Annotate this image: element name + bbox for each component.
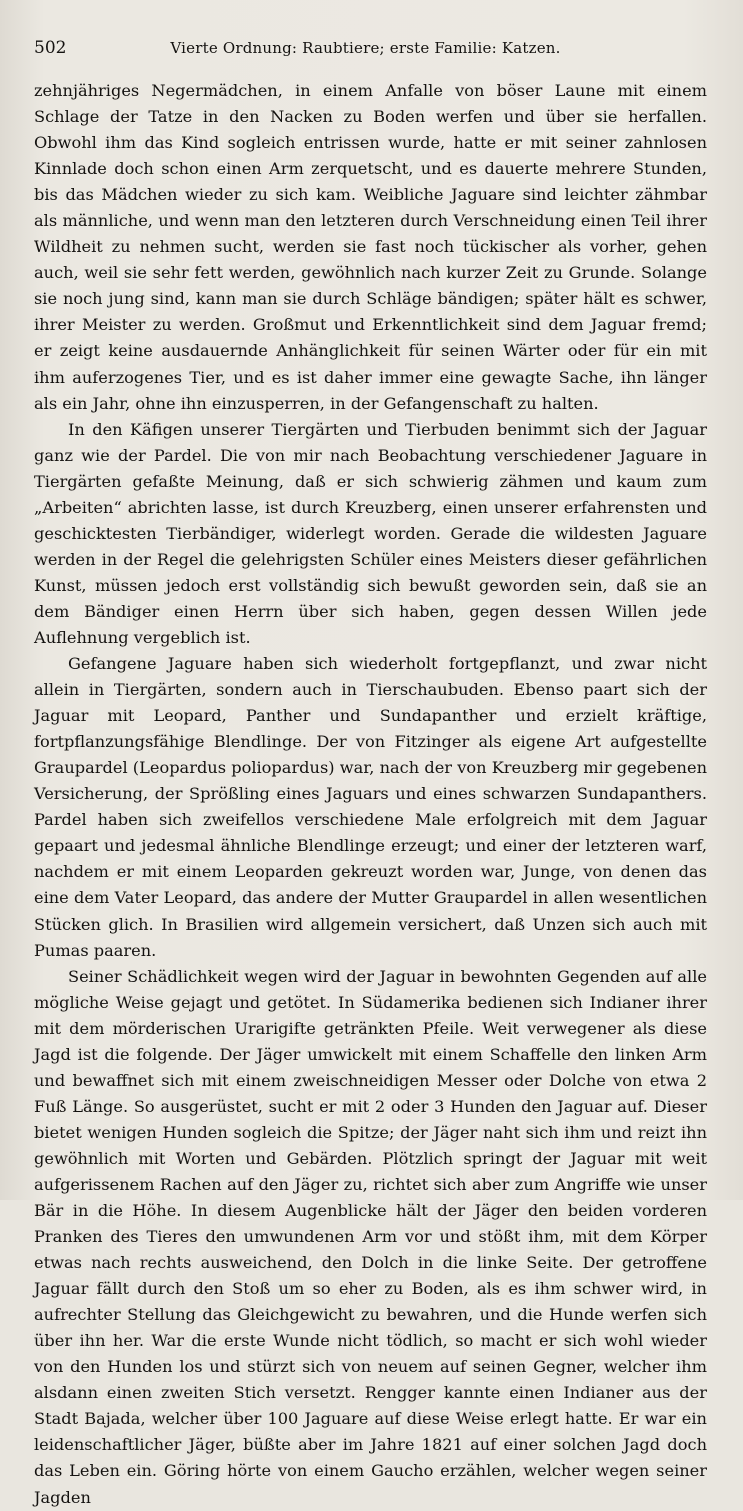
page-number: 502	[34, 38, 67, 58]
paragraph-4: Seiner Schädlichkeit wegen wird der Jaguar in bewohnten Gegenden auf alle mögliche Weise gejagt und getötet. In Südamerika bedienen sich Indianer ihrer mit dem mörderischen Urarigifte getränkten Pfeile. Weit verwegener als diese Jagd ist die folgende. Der Jäger umwickelt mit einem Schaffelle den linken Arm und bewaffnet sich mit einem zweischneidigen Messer oder Dolche von etwa 2 Fuß Länge. So ausgerüstet, sucht er mit 2 oder 3 Hunden den Jaguar auf. Dieser bietet wenigen Hunden sogleich die Spitze; der Jäger naht sich ihm und reizt ihn gewöhnlich mit Worten und Gebärden. Plötzlich springt der Jaguar mit weit aufgerissenem Rachen auf den Jäger zu, richtet sich aber zum Angriffe wie unser Bär in die Höhe. In diesem Augenblicke hält der Jäger den beiden vorderen Pranken des Tieres den umwundenen Arm vor und stößt ihm, mit dem Körper etwas nach rechts ausweichend, den Dolch in die linke Seite. Der getroffene Jaguar fällt durch den Stoß um so eher zu Boden, als es ihm schwer wird, in aufrechter Stellung das Gleichgewicht zu bewahren, und die Hunde werfen sich über ihn her. War die erste Wunde nicht tödlich, so macht er sich wohl wieder von den Hunden los und stürzt sich von neuem auf seinen Gegner, welcher ihm alsdann einen zweiten Stich versetzt. Rengger kannte einen Indianer aus der Stadt Bajada, welcher über 100 Jaguare auf diese Weise erlegt hatte. Er war ein leidenschaftlicher Jäger, büßte aber im Jahre 1821 auf einer solchen Jagd doch das Leben ein. Göring hörte von einem Gaucho erzählen, welcher wegen seiner Jagden	[34, 966, 707, 1507]
paragraph-2: In den Käfigen unserer Tiergärten und Tierbuden benimmt sich der Jaguar ganz wie der Pardel. Die von mir nach Beobachtung verschiedener Jaguare in Tiergärten gefaßte Meinung, daß er sich schwierig zähmen und kaum zum „Arbeiten“ abrichten lasse, ist durch Kreuzberg, einen unserer erfahrensten und geschicktesten Tierbändiger, widerlegt worden. Gerade die wildesten Jaguare werden in der Regel die gelehrigsten Schüler eines Meisters dieser gefährlichen Kunst, müssen jedoch erst vollständig sich bewußt geworden sein, daß sie an dem Bändiger einen Herrn über sich haben, gegen dessen Willen jede Auflehnung vergeblich ist.	[34, 419, 707, 647]
running-head: Vierte Ordnung: Raubtiere; erste Familie: Katzen.	[170, 39, 561, 57]
body-text	[34, 78, 707, 1511]
paragraph-1: zehnjähriges Negermädchen, in einem Anfalle von böser Laune mit einem Schlage der Tatze in den Nacken zu Boden werfen und über sie herfallen. Obwohl ihm das Kind sogleich entrissen wurde, hatte er mit seiner zahnlosen Kinnlade doch schon einen Arm zerquetscht, und es dauerte mehrere Stunden, bis das Mädchen wieder zu sich kam. Weibliche Jaguare sind leichter zähmbar als männliche, und wenn man den letzteren durch Verschneidung einen Teil ihrer Wildheit zu nehmen sucht, werden sie fast noch tückischer als vorher, gehen auch, weil sie sehr fett werden, gewöhnlich nach kurzer Zeit zu Grunde. Solange sie noch jung sind, kann man sie durch Schläge bändigen; später hält es schwer, ihrer Meister zu werden. Großmut und Erkenntlichkeit sind dem Jaguar fremd; er zeigt keine ausdauernde Anhänglichkeit für seinen Wärter oder für ein mit ihm auferzogenes Tier, und es ist daher immer eine gewagte Sache, ihn länger als ein Jahr, ohne ihn einzusperren, in der Gefangenschaft zu halten.	[34, 81, 707, 413]
paragraph-3: Gefangene Jaguare haben sich wiederholt fortgepflanzt, und zwar nicht allein in Tiergärten, sondern auch in Tierschaubuden. Ebenso paart sich der Jaguar mit Leopard, Panther und Sundapanther und erzielt kräftige, fortpflanzungsfähige Blendlinge. Der von Fitzinger als eigene Art aufgestellte Graupardel (Leopardus poliopardus) war, nach der von Kreuzberg mir gegebenen Versicherung, der Sprößling eines Jaguars und eines schwarzen Sundapanthers. Pardel haben sich zweifellos verschiedene Male erfolgreich mit dem Jaguar gepaart und jedesmal ähnliche Blendlinge erzeugt; und einer der letzteren warf, nachdem er mit einem Leoparden gekreuzt worden war, Junge, von denen das eine dem Vater Leopard, das andere der Mutter Graupardel in allen wesentlichen Stücken glich. In Brasilien wird allgemein versichert, daß Unzen sich auch mit Pumas paaren.	[34, 654, 707, 960]
page-header	[34, 38, 707, 68]
